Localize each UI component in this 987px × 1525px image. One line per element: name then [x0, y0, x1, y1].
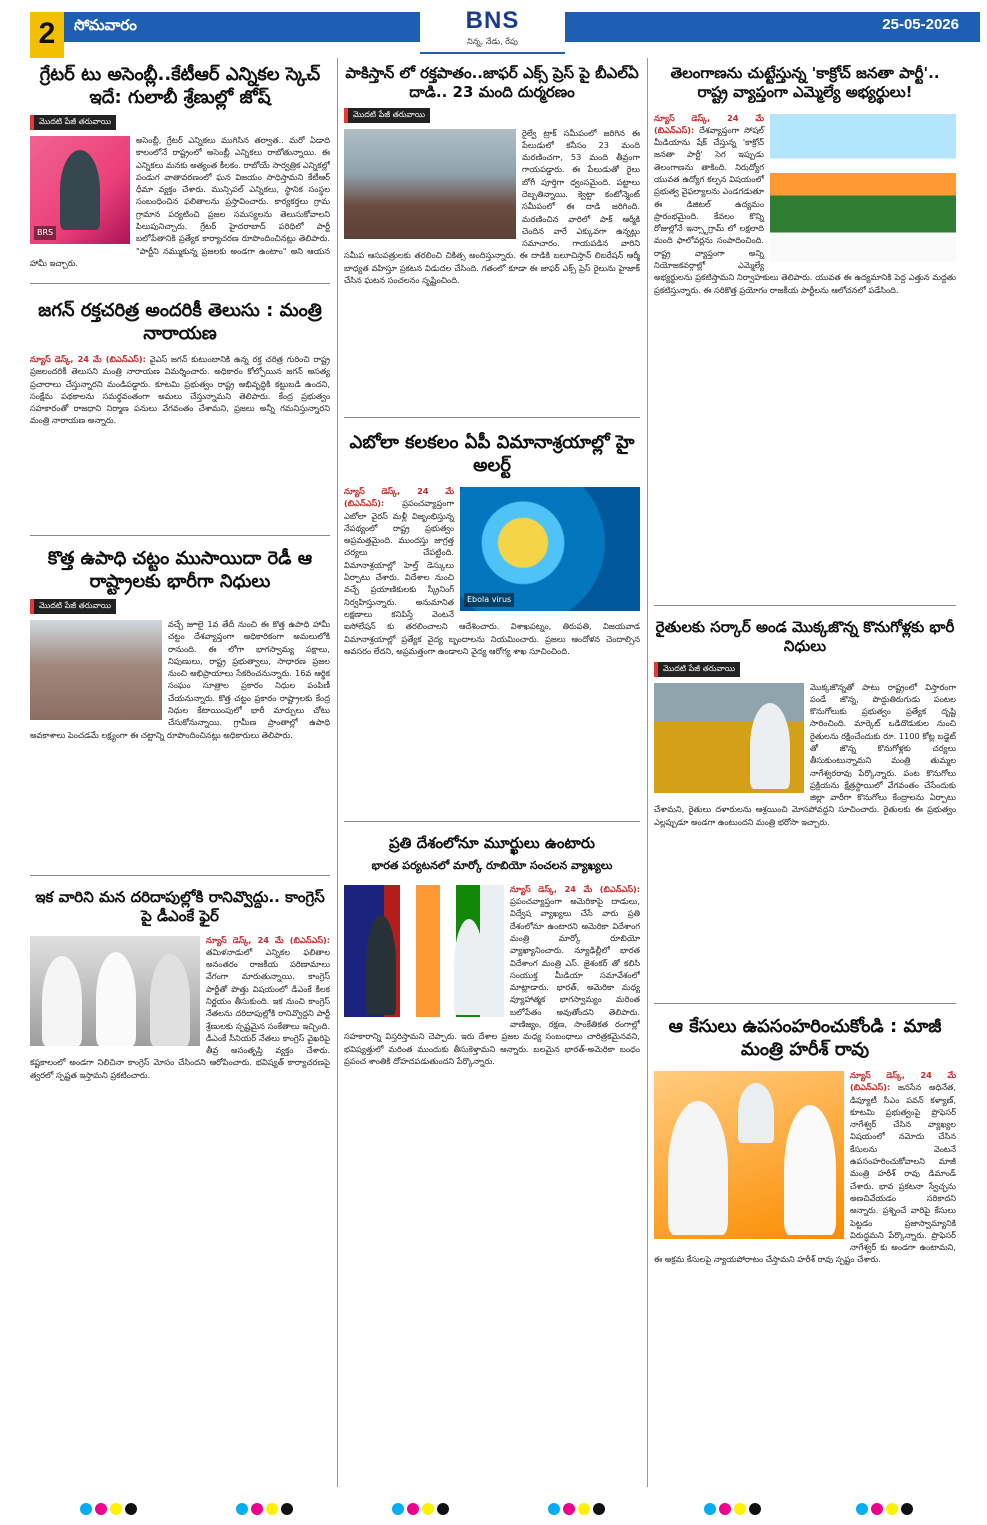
article-body — [344, 127, 640, 287]
masthead-day: సోమవారం — [74, 16, 137, 34]
headline[interactable]: పాకిస్తాన్ లో రక్తపాతం..జాఫర్ ఎక్స్ ప్రెస్ పై బీఎల్ఏ దాడి.. 23 మంది దుర్మరణం — [345, 64, 639, 101]
continued-label: మొదటి పేజీ తరువాయి — [30, 115, 116, 130]
dateline: న్యూస్ డెస్క్, 24 మే (బిఎన్ఎస్): — [654, 112, 764, 135]
person-figure — [96, 952, 136, 1046]
registration-mark — [392, 1503, 449, 1515]
person-figure — [454, 919, 484, 1015]
article-text: వైఎస్ జగన్ కుటుంబానికి ఉన్న రక్త చరిత్ర గురించి రాష్ట్ర ప్రజలందరికీ తెలుసని మంత్రి నారాయణ విమర్శించారు. అధికారం కోల్పోయిన జగన్ అసత్య ప్రచారాలు చేస్తున్నారని మండిపడ్డారు. కూటమి ప్రభుత్వం రాష్ట్ర అభివృద్ధికి కట్టుబడి ఉందని, సంక్షేమ పథకాలను సమర్థవంతంగా అమలు చేస్తున్నామని తెలిపారు. కేంద్ర ప్రభుత్వం సహకారంతో రాజధాని నిర్మాణ పనులు వేగవంతం చేశామని, ప్రజలు అన్నీ గమనిస్తున్నారని మంత్రి నారాయణ అన్నారు. — [30, 354, 330, 426]
article-cockroach-party[interactable] — [654, 58, 956, 606]
article-photo — [654, 1071, 844, 1239]
article-text: ప్రపంచవ్యాప్తంగా అమెరికాపై దాడులు, విద్వేష వ్యాఖ్యలు చేసే వారు ప్రతి దేశంలోనూ ఉంటారని అమెరికా విదేశాంగ మంత్రి మార్కో రూబియో వ్యాఖ్యానించారు. న్యూఢిల్లీలో భారత విదేశాంగ మంత్రి ఎస్. జైశంకర్ తో కలిసి సంయుక్త మీడియా సమావేశంలో మాట్లాడారు. భారత్, అమెరికా మధ్య వ్యూహాత్మక భాగస్వామ్యం మరింత బలోపేతం అవుతోందని తెలిపారు. వాణిజ్యం, రక్షణ, సాంకేతికత రంగాల్లో సహకారాన్ని విస్తరిస్తామని చెప్పారు. ఇరు దేశాల ప్రజల మధ్య సంబంధాలు చారిత్రకమైనవని, భవిష్యత్తులో మరింత ముందుకు తీసుకెళ్తామని అన్నారు. బలమైన భారత్-అమెరికా బంధం ప్రపంచ శాంతికి దోహదపడుతుందని పేర్కొన్నారు. — [344, 896, 640, 1066]
dateline: న్యూస్ డెస్క్, 24 మే (బిఎన్ఎస్): — [850, 1070, 956, 1093]
article-text: అసెంబ్లీ, గ్రేటర్ ఎన్నికలు ముగిసిన తర్వాత.. మరో ఏడాది కాలంలోనే రాష్ట్రంలో అసెంబ్లీ ఎన్నికలు రాబోతున్నాయి. ఈ ఎన్నికలు మనకు అత్యంత కీలకం. రాబోయే సార్వత్రిక ఎన్నికల్లో పండుగ వాతావరణంలో ఘన విజయం సాధిస్తామని కేటీఆర్ ధీమా వ్యక్తం చేశారు. మున్సిపల్ ఎన్నికలు, స్థానిక సంస్థల సంబంధించిన ఫలితాలను ప్రస్తావించారు. కార్యకర్తలు గ్రామ గ్రామాన పర్యటించి ప్రజల సమస్యలను తెలుసుకోవాలని పిలుపునిచ్చారు. గ్రేటర్ హైదరాబాద్ పరిధిలో పార్టీ బలోపేతానికి ప్రత్యేక కార్యాచరణ రూపొందించినట్లు తెలిపారు. "పార్టీని నమ్ముకున్న ప్రజలకు అండగా ఉంటాం" అని ఆయన హామీ ఇచ్చారు. — [30, 135, 330, 268]
subheadline: భారత పర్యటనలో మార్కో రూబియో సంచలన వ్యాఖ్యలు — [371, 858, 613, 872]
article-photo — [30, 936, 200, 1046]
column-divider — [337, 58, 338, 1487]
article-body — [30, 934, 330, 1082]
article-pakistan[interactable] — [344, 58, 640, 418]
newspaper-logo — [420, 6, 565, 54]
article-body — [344, 883, 640, 1067]
article-photo — [30, 620, 162, 720]
masthead — [0, 0, 987, 58]
photo-label: BRS — [34, 226, 56, 240]
person-figure — [42, 956, 82, 1046]
article-photo — [344, 129, 516, 239]
continued-label: మొదటి పేజీ తరువాయి — [30, 599, 116, 614]
headline[interactable]: ఆ కేసులు ఉపసంహరించుకోండి : మాజీ మంత్రి హరీశ్ రావు — [668, 1016, 942, 1060]
article-jagan[interactable] — [30, 284, 330, 536]
dateline: న్యూస్ డెస్క్, 24 మే (బిఎన్ఎస్): — [510, 883, 640, 894]
article-body — [30, 353, 330, 427]
column-left — [30, 58, 330, 1487]
registration-mark — [236, 1503, 293, 1515]
headline[interactable]: రైతులకు సర్కార్ అండ మొక్కజొన్న కొనుగోళ్లకు భారీ నిధులు — [655, 618, 955, 655]
article-rubio[interactable] — [344, 822, 640, 1077]
article-text: తమిళనాడులో ఎన్నికల ఫలితాల అనంతరం రాజకీయ పరిణామాలు వేగంగా మారుతున్నాయి. కాంగ్రెస్ పార్టీతో పొత్తు విషయంలో డీఎంకే కీలక నిర్ణయం తీసుకుంది. ఇక నుంచి కాంగ్రెస్ నేతలను దరిదాపుల్లోకి రానివ్వొద్దని పార్టీ శ్రేణులకు స్పష్టమైన సంకేతాలు ఇచ్చింది. డీఎంకే సీనియర్ నేతలు కాంగ్రెస్ వైఖరిపై తీవ్ర అసంతృప్తి వ్యక్తం చేశారు. కష్టకాలంలో అండగా నిలిచినా కాంగ్రెస్ మోసం చేసిందని ఆరోపించారు. భవిష్యత్ కార్యాచరణపై త్వరలో స్పష్టత ఇస్తామని ప్రకటించారు. — [30, 946, 330, 1080]
person-figure — [668, 1101, 728, 1235]
article-farmers[interactable] — [654, 606, 956, 1004]
person-figure — [750, 703, 790, 789]
dateline: న్యూస్ డెస్క్, 24 మే (బిఎన్ఎస్): — [206, 934, 330, 945]
registration-mark — [548, 1503, 605, 1515]
article-employment-act[interactable] — [30, 536, 330, 876]
column-middle — [344, 58, 640, 1487]
logo-tagline: నిన్న, నేడు, రేపు — [467, 37, 518, 46]
article-photo — [654, 683, 804, 793]
article-dmk[interactable] — [30, 876, 330, 1091]
article-photo — [344, 885, 504, 1017]
article-text: వచ్చే జూలై 1వ తేదీ నుంచి ఈ కొత్త ఉపాధి హామీ చట్టం దేశవ్యాప్తంగా అధికారికంగా అమలులోకి రానుంది. ఈ లోగా భాగస్వామ్య పక్షాలు, నిపుణులు, రాష్ట్ర ప్రభుత్వాలు, సాధారణ ప్రజల నుంచి అభిప్రాయాలు సేకరించనున్నారు. 16వ ఆర్థిక సంఘం సూత్రాల ప్రకారం నిధుల పంపిణీ చేయనున్నారు. కొత్త చట్టం ప్రకారం రాష్ట్రాలకు కేంద్ర నిధుల కేటాయింపులో భారీ మార్పులు చోటు చేసుకోనున్నాయి. గ్రామీణ ప్రాంతాల్లో ఉపాధి అవకాశాలు పెంచడమే లక్ష్యంగా ఈ చట్టాన్ని రూపొందించినట్లు అధికారులు తెలిపారు. — [30, 619, 330, 740]
registration-mark — [80, 1503, 137, 1515]
article-body — [30, 134, 330, 269]
article-photo — [460, 487, 640, 611]
dateline: న్యూస్ డెస్క్, 24 మే (బిఎన్ఎస్): — [344, 486, 454, 509]
article-text: జనసేన అధినేత, డిప్యూటీ సీఎం పవన్ కళ్యాణ్, కూటమి ప్రభుత్వంపై ప్రొఫెసర్ నాగేశ్వర్ చేసిన వ్యాఖ్యల విషయంలో నమోదు చేసిన కేసులను వెంటనే ఉపసంహరించుకోవాలని మాజీ మంత్రి హరీశ్ రావు డిమాండ్ చేశారు. భావ ప్రకటనా స్వేచ్ఛను అణచివేయడం సరికాదని అన్నారు. ప్రశ్నించే వారిపై కేసులు పెట్టడం ప్రజాస్వామ్యానికి విరుద్ధమని పేర్కొన్నారు. ప్రొఫెసర్ నాగేశ్వర్ కు అండగా ఉంటామని, ఈ అక్రమ కేసులపై న్యాయపోరాటం చేస్తామని హరీశ్ రావు స్పష్టం చేశారు. — [654, 1082, 956, 1265]
headline[interactable]: ఎబోలా కలకలం ఏపీ విమానాశ్రయాల్లో హై అలర్ట్ — [349, 432, 635, 476]
page-number: 2 — [30, 12, 64, 58]
article-text: మొక్కజొన్నతో పాటు రాష్ట్రంలో విస్తారంగా పండే జొన్న, పొద్దుతిరుగుడు పంటల కొనుగోలుకు ప్రభుత్వం ప్రత్యేక దృష్టి సారించింది. మార్కెట్ ఒడిదొడుకుల నుంచి రైతులను రక్షించేందుకు రూ. 1100 కోట్ల బడ్జెట్ తో జొన్న కొనుగోళ్లకు చర్యలు తీసుకుంటున్నామని మంత్రి తుమ్మల నాగేశ్వరరావు పేర్కొన్నారు. పంట కొనుగోలు ప్రక్రియను క్షేత్రస్థాయిలో వేగవంతం చేసేందుకు జిల్లా వారీగా కొనుగోలు కేంద్రాలను ఏర్పాటు చేశామని, రైతులు దళారులను ఆశ్రయించి మోసపోవద్దని సూచించారు. రైతులకు ఈ ప్రభుత్వం ఎల్లప్పుడూ అండగా ఉంటుందని మంత్రి భరోసా ఇచ్చారు. — [654, 681, 956, 827]
person-figure — [784, 1105, 836, 1235]
article-body — [654, 1069, 956, 1266]
person-figure — [738, 1083, 774, 1143]
article-ebola[interactable] — [344, 418, 640, 822]
article-photo — [770, 114, 956, 262]
article-text: రైల్వే ట్రాక్ సమీపంలో జరిగిన ఈ పేలుడులో కనీసం 23 మంది మరణించగా, 53 మంది తీవ్రంగా గాయపడ్డారు. ఈ పేలుడుతో రైలు బోగీ పూర్తిగా ధ్వంసమైంది. పట్టాలు దెబ్బతిన్నాయి. క్వెట్టా కంటోన్మెంట్ సమీపంలో ఈ దాడి జరిగింది. మరణించిన వారిలో పాక్ ఆర్మీకి చెందిన వారే ఎక్కువగా ఉన్నట్లు సమాచారం. గాయపడిన వారిని సమీప ఆసుపత్రులకు తరలించి చికిత్స అందిస్తున్నారు. ఈ దాడికి బలూచిస్తాన్ లిబరేషన్ ఆర్మీ బాధ్యత వహిస్తూ ప్రకటన విడుదల చేసింది. గతంలో కూడా ఈ జాఫర్ ఎక్స్ ప్రెస్ రైలును హైజాక్ చేసిన ఘటన సంచలనం సృష్టించింది. — [344, 127, 640, 286]
headline[interactable]: తెలంగాణను చుట్టేస్తున్న 'కాక్రోచ్ జనతా పార్టీ'.. రాష్ట్ర వ్యాప్తంగా ఎమ్మెల్యే అభ్యర్థులు! — [670, 64, 940, 101]
article-photo — [30, 136, 130, 244]
column-right — [654, 58, 956, 1487]
person-figure — [366, 915, 396, 1015]
article-body — [30, 618, 330, 741]
article-harish-rao[interactable] — [654, 1004, 956, 1276]
article-ktr[interactable] — [30, 58, 330, 284]
person-figure — [150, 954, 190, 1046]
continued-label: మొదటి పేజీ తరువాయి — [654, 662, 740, 677]
headline[interactable]: ఇక వారిని మన దరిదాపుల్లోకి రానివ్వొద్దు.. కాంగ్రెస్ పై డీఎంకే ఫైర్ — [35, 888, 325, 925]
article-text: దేశవ్యాప్తంగా సోషల్ మీడియాను షేక్ చేస్తున్న 'కాక్రోచ్ జనతా పార్టీ' సెగ ఇప్పుడు తెలంగాణను తాకింది. నిరుద్యోగ యువత ఉద్యోగ కల్పన విషయంలో ప్రభుత్వ వైఫల్యాలను ఎండగడుతూ ఈ డిజిటల్ ఉద్యమం ప్రారంభమైంది. కేవలం కొన్ని రోజుల్లోనే ఇన్స్టాగ్రామ్ లో లక్షలాది మంది ఫాలోవర్లను సంపాదించింది. రాష్ట్ర వ్యాప్తంగా అన్ని నియోజకవర్గాల్లో ఎమ్మెల్యే అభ్యర్థులను ప్రకటిస్తామని నిర్వాహకులు తెలిపారు. యువత ఈ ఉద్యమానికి పెద్ద ఎత్తున మద్దతు ప్రకటిస్తున్నారు. ఈ సరికొత్త ప్రయోగం రాజకీయ పార్టీలను ఆలోచనలో పడేసింది. — [654, 124, 956, 295]
masthead-date: 25-05-2026 — [882, 16, 959, 33]
article-body — [654, 112, 956, 296]
headline[interactable]: జగన్ రక్తచరిత్ర అందరికీ తెలుసు : మంత్రి నారాయణ — [38, 300, 322, 344]
article-body — [654, 681, 956, 829]
dateline: న్యూస్ డెస్క్, 24 మే (బిఎన్ఎస్): — [30, 354, 146, 364]
headline[interactable]: ప్రతి దేశంలోనూ మూర్ఖులు ఉంటారు — [389, 834, 595, 852]
registration-mark — [856, 1503, 913, 1515]
print-registration-marks — [0, 1495, 987, 1525]
registration-mark — [704, 1503, 761, 1515]
logo-text: BNS — [465, 7, 520, 34]
headline[interactable]: గ్రేటర్ టు అసెంబ్లీ..కేటీఆర్ ఎన్నికల స్కెచ్ ఇదే: గులాబీ శ్రేణుల్లో జోష్ — [39, 64, 321, 108]
column-divider — [647, 58, 648, 1487]
article-body — [344, 485, 640, 657]
photo-label: Ebola virus — [464, 593, 514, 607]
headline[interactable]: కొత్త ఉపాధి చట్టం ముసాయిదా రెడీ ఆ రాష్ట్రాలకు భారీగా నిధులు — [47, 548, 313, 592]
continued-label: మొదటి పేజీ తరువాయి — [344, 108, 430, 123]
person-figure — [60, 150, 100, 230]
article-text: ప్రపంచవ్యాప్తంగా ఎబోలా వైరస్ మళ్లీ విజృంభిస్తున్న నేపథ్యంలో రాష్ట్ర ప్రభుత్వం అప్రమత్తమైంది. ముందస్తు జాగ్రత్త చర్యలు చేపట్టింది. విమానాశ్రయాల్లో హెల్త్ డెస్కులు ఏర్పాటు చేశారు. విదేశాల నుంచి వచ్చే ప్రయాణికులకు స్క్రీనింగ్ నిర్వహిస్తున్నారు. అనుమానిత లక్షణాలు కనిపిస్తే వెంటనే ఐసోలేషన్ కు తరలించాలని ఆదేశించారు. విశాఖపట్నం, తిరుపతి, విజయవాడ విమానాశ్రయాల్లో ప్రత్యేక వైద్య బృందాలను నియమించారు. ప్రజలు ఆందోళన చెందాల్సిన అవసరం లేదని, అప్రమత్తంగా ఉండాలని వైద్య ఆరోగ్య శాఖ సూచించింది. — [344, 498, 640, 656]
